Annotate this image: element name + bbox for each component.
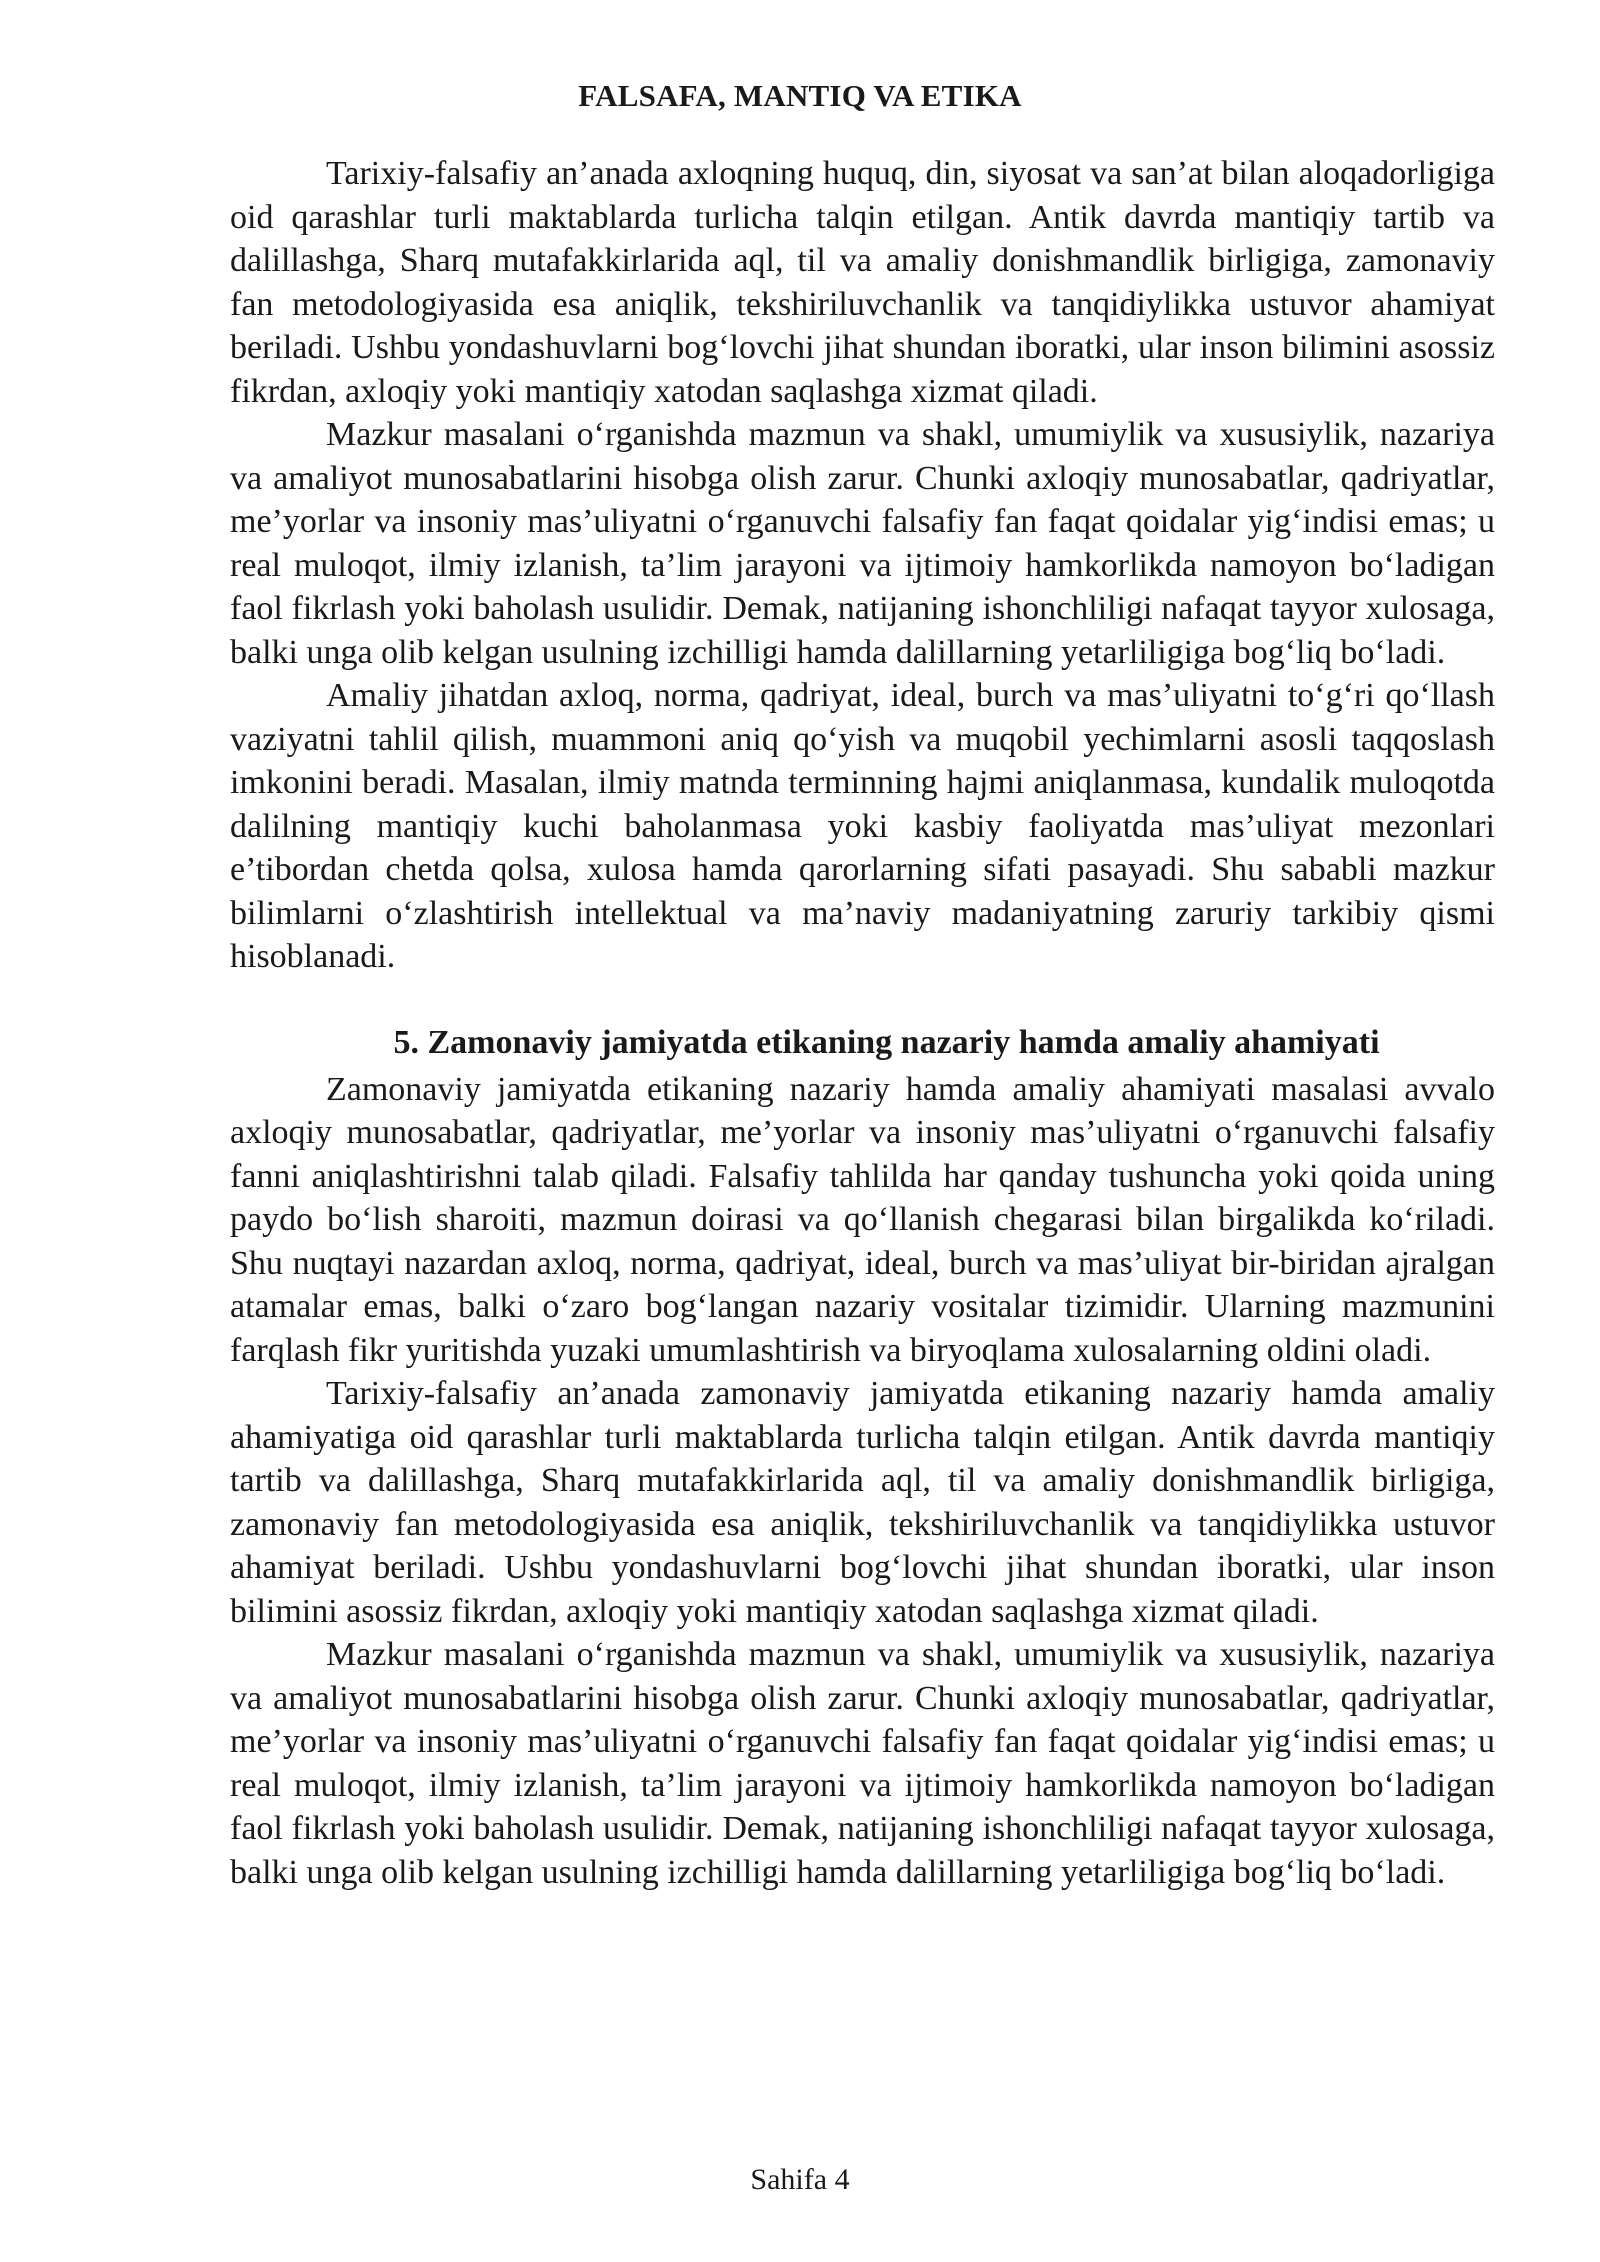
body-paragraph: Tarixiy-falsafiy an’anada axloqning huquq, din, siyosat va san’at bilan aloqadorligiga oid qarashlar turli maktablarda turlicha talqin etilgan. Antik davrda mantiqiy tartib va dalillashga, Sharq mutafakkirlarida aql, til va amaliy donishmandlik birligiga, zamonaviy fan metodologiyasida esa aniqlik, tekshiriluvchanlik va tanqidiylikka ustuvor ahamiyat beriladi. Ushbu yondashuvlarni bog‘lovchi jihat shundan iboratki, ular inson bilimini asossiz fikrdan, axloqiy yoki mantiqiy xatodan saqlashga xizmat qiladi. xyxy=(230,155,1495,410)
body-paragraph: Amaliy jihatdan axloq, norma, qadriyat, ideal, burch va mas’uliyatni to‘g‘ri qo‘llash vaziyatni tahlil qilish, muammoni aniq qo‘yish va muqobil yechimlarni asosli taqqoslash imkonini beradi. Masalan, ilmiy matnda terminning hajmi aniqlanmasa, kundalik muloqotda dalilning mantiqiy kuchi baholanmasa yoki kasbiy faoliyatda mas’uliyat mezonlari e’tibordan chetda qolsa, xulosa hamda qarorlarning sifati pasayadi. Shu sababli mazkur bilimlarni o‘zlashtirish intellektual va ma’naviy madaniyatning zaruriy tarkibiy qismi hisoblanadi. xyxy=(230,677,1495,975)
body-paragraph: Tarixiy-falsafiy an’anada zamonaviy jamiyatda etikaning nazariy hamda amaliy ahamiyatiga oid qarashlar turli maktablarda turlicha talqin etilgan. Antik davrda mantiqiy tartib va dalillashga, Sharq mutafakkirlarida aql, til va amaliy donishmandlik birligiga, zamonaviy fan metodologiyasida esa aniqlik, tekshiriluvchanlik va tanqidiylikka ustuvor ahamiyat beriladi. Ushbu yondashuvlarni bog‘lovchi jihat shundan iboratki, ular inson bilimini asossiz fikrdan, axloqiy yoki mantiqiy xatodan saqlashga xizmat qiladi. xyxy=(230,1375,1495,1630)
body-paragraph: Zamonaviy jamiyatda etikaning nazariy hamda amaliy ahamiyati masalasi avvalo axloqiy munosabatlar, qadriyatlar, me’yorlar va insoniy mas’uliyatni o‘rganuvchi falsafiy fanni aniqlashtirishni talab qiladi. Falsafiy tahlilda har qanday tushuncha yoki qoida uning paydo bo‘lish sharoiti, mazmun doirasi va qo‘llanish chegarasi bilan birgalikda ko‘riladi. Shu nuqtayi nazardan axloq, norma, qadriyat, ideal, burch va mas’uliyat bir-biridan ajralgan atamalar emas, balki o‘zaro bog‘langan nazariy vositalar tizimidir. Ularning mazmunini farqlash fikr yuritishda yuzaki umumlashtirish va biryoqlama xulosalarning oldini oladi. xyxy=(230,1070,1495,1369)
page-body xyxy=(230,152,1495,1894)
body-paragraph: Mazkur masalani o‘rganishda mazmun va shakl, umumiylik va xususiylik, nazariya va amaliyot munosabatlarini hisobga olish zarur. Chunki axloqiy munosabatlar, qadriyatlar, me’yorlar va insoniy mas’uliyatni o‘rganuvchi falsafiy fan faqat qoidalar yig‘indisi emas; u real muloqot, ilmiy izlanish, ta’lim jarayoni va ijtimoiy hamkorlikda namoyon bo‘ladigan faol fikrlash yoki baholash usulidir. Demak, natijaning ishonchliligi nafaqat tayyor xulosaga, balki unga olib kelgan usulning izchilligi hamda dalillarning yetarliligiga bog‘liq bo‘ladi. xyxy=(230,1636,1495,1891)
body-paragraph: Mazkur masalani o‘rganishda mazmun va shakl, umumiylik va xususiylik, nazariya va amaliyot munosabatlarini hisobga olish zarur. Chunki axloqiy munosabatlar, qadriyatlar, me’yorlar va insoniy mas’uliyatni o‘rganuvchi falsafiy fan faqat qoidalar yig‘indisi emas; u real muloqot, ilmiy izlanish, ta’lim jarayoni va ijtimoiy hamkorlikda namoyon bo‘ladigan faol fikrlash yoki baholash usulidir. Demak, natijaning ishonchliligi nafaqat tayyor xulosaga, balki unga olib kelgan usulning izchilligi hamda dalillarning yetarliligiga bog‘liq bo‘ladi. xyxy=(230,416,1495,671)
page-number: Sahifa 4 xyxy=(750,2163,850,2196)
section-heading: 5. Zamonaviy jamiyatda etikaning nazariy hamda amaliy ahamiyati xyxy=(393,1023,1380,1061)
running-header: FALSAFA, MANTIQ VA ETIKA xyxy=(578,78,1022,113)
